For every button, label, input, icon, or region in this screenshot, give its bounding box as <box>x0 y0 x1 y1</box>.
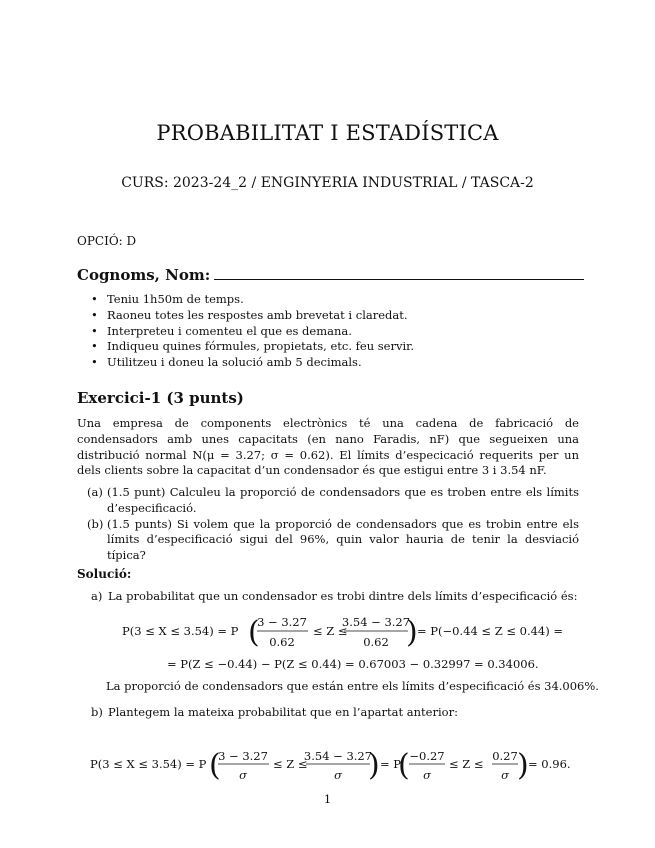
eq1-num1: 3 − 3.27 <box>257 615 307 629</box>
eq3-num2: 3.54 − 3.27 <box>303 749 373 763</box>
eq3-mid: ≤ Z ≤ <box>449 757 484 771</box>
part-label: (a) <box>87 485 103 499</box>
paren-close: ) <box>406 615 418 650</box>
page-number: 1 <box>323 792 332 806</box>
course-subtitle: CURS: 2023-24_2 / ENGINYERIA INDUSTRIAL / TASCA-2 <box>121 175 534 191</box>
eq3-den: σ <box>423 768 431 782</box>
eq2: = P(Z ≤ −0.44) − P(Z ≤ 0.44) = 0.67003 − 0.32997 = 0.34006. <box>167 657 539 671</box>
eq1-lhs: P(3 ≤ X ≤ 3.54) = P <box>122 624 239 638</box>
eq3-den: σ <box>239 768 247 782</box>
eq1-den1: 0.62 <box>269 635 295 649</box>
solution-a-label: a) <box>91 589 103 603</box>
eq3-num3: −0.27 <box>409 749 445 763</box>
part-label: (b) <box>87 516 104 531</box>
eq3-num1: 3 − 3.27 <box>218 749 268 763</box>
eq3-den: σ <box>501 768 509 782</box>
instruction-item: • Interpreteu i comenteu el que es demana. <box>77 324 414 340</box>
eq3-eq: = P <box>380 757 402 771</box>
name-label: Cognoms, Nom: <box>77 266 211 284</box>
document-title: PROBABILITAT I ESTADÍSTICA <box>156 121 499 145</box>
part-text: (1.5 punts) Si volem que la proporció de condensadors que es trobin entre els límits d’especificació sigui del 96%, quin valor hauria de tenir la desviació típica? <box>107 516 579 563</box>
part-text: (1.5 punt) Calculeu la proporció de condensadors que es troben entre els límits d’especificació. <box>107 485 579 515</box>
solution-b-text: Plantegem la mateixa probabilitat que en l’apartat anterior: <box>108 705 458 719</box>
exercise-statement: Una empresa de components electrònics té una cadena de fabricació de condensadors amb unes capacitats (en nano Faradis, nF) que segueixen una distribució normal N(μ = 3.27; σ = 0.62). El límits d’especicació requerits per un dels clients sobre la capacitat d’un condensador és que estigui entre 3 i 3.54 nF. <box>77 416 579 478</box>
eq3-lhs: P(3 ≤ X ≤ 3.54) = P <box>90 757 207 771</box>
paren-open: ( <box>398 748 410 783</box>
instruction-item: • Teniu 1h50m de temps. <box>77 292 414 308</box>
solution-b-label: b) <box>91 705 103 719</box>
solution-a-text: La probabilitat que un condensador es trobi dintre dels límits d’especificació és: <box>108 589 578 603</box>
solution-a-conclusion: La proporció de condensadors que están entre els límits d’especificació és 34.006%. <box>106 679 599 693</box>
instruction-item: • Utilitzeu i doneu la solució amb 5 decimals. <box>77 355 414 371</box>
solution-heading: Solució: <box>77 567 132 581</box>
option-label: OPCIÓ: D <box>77 234 137 248</box>
exercise-heading: Exercici-1 (3 punts) <box>77 389 244 407</box>
paren-open: ( <box>248 615 260 650</box>
instruction-item: • Raoneu totes les respostes amb brevetat i claredat. <box>77 308 414 324</box>
eq1-rhs: = P(−0.44 ≤ Z ≤ 0.44) = <box>417 624 564 638</box>
instruction-item: • Indiqueu quines fórmules, propietats, etc. feu servir. <box>77 339 414 355</box>
eq3-mid: ≤ Z ≤ <box>273 757 308 771</box>
eq3-rhs: = 0.96. <box>528 757 571 771</box>
eq3-den: σ <box>334 768 342 782</box>
paren-close: ) <box>517 748 529 783</box>
eq1-mid: ≤ Z ≤ <box>313 624 348 638</box>
eq3-num4: 0.27 <box>492 749 518 763</box>
paren-close: ) <box>368 748 380 783</box>
paren-open: ( <box>209 748 221 783</box>
eq1-den2: 0.62 <box>363 635 389 649</box>
eq1-num2: 3.54 − 3.27 <box>341 615 411 629</box>
